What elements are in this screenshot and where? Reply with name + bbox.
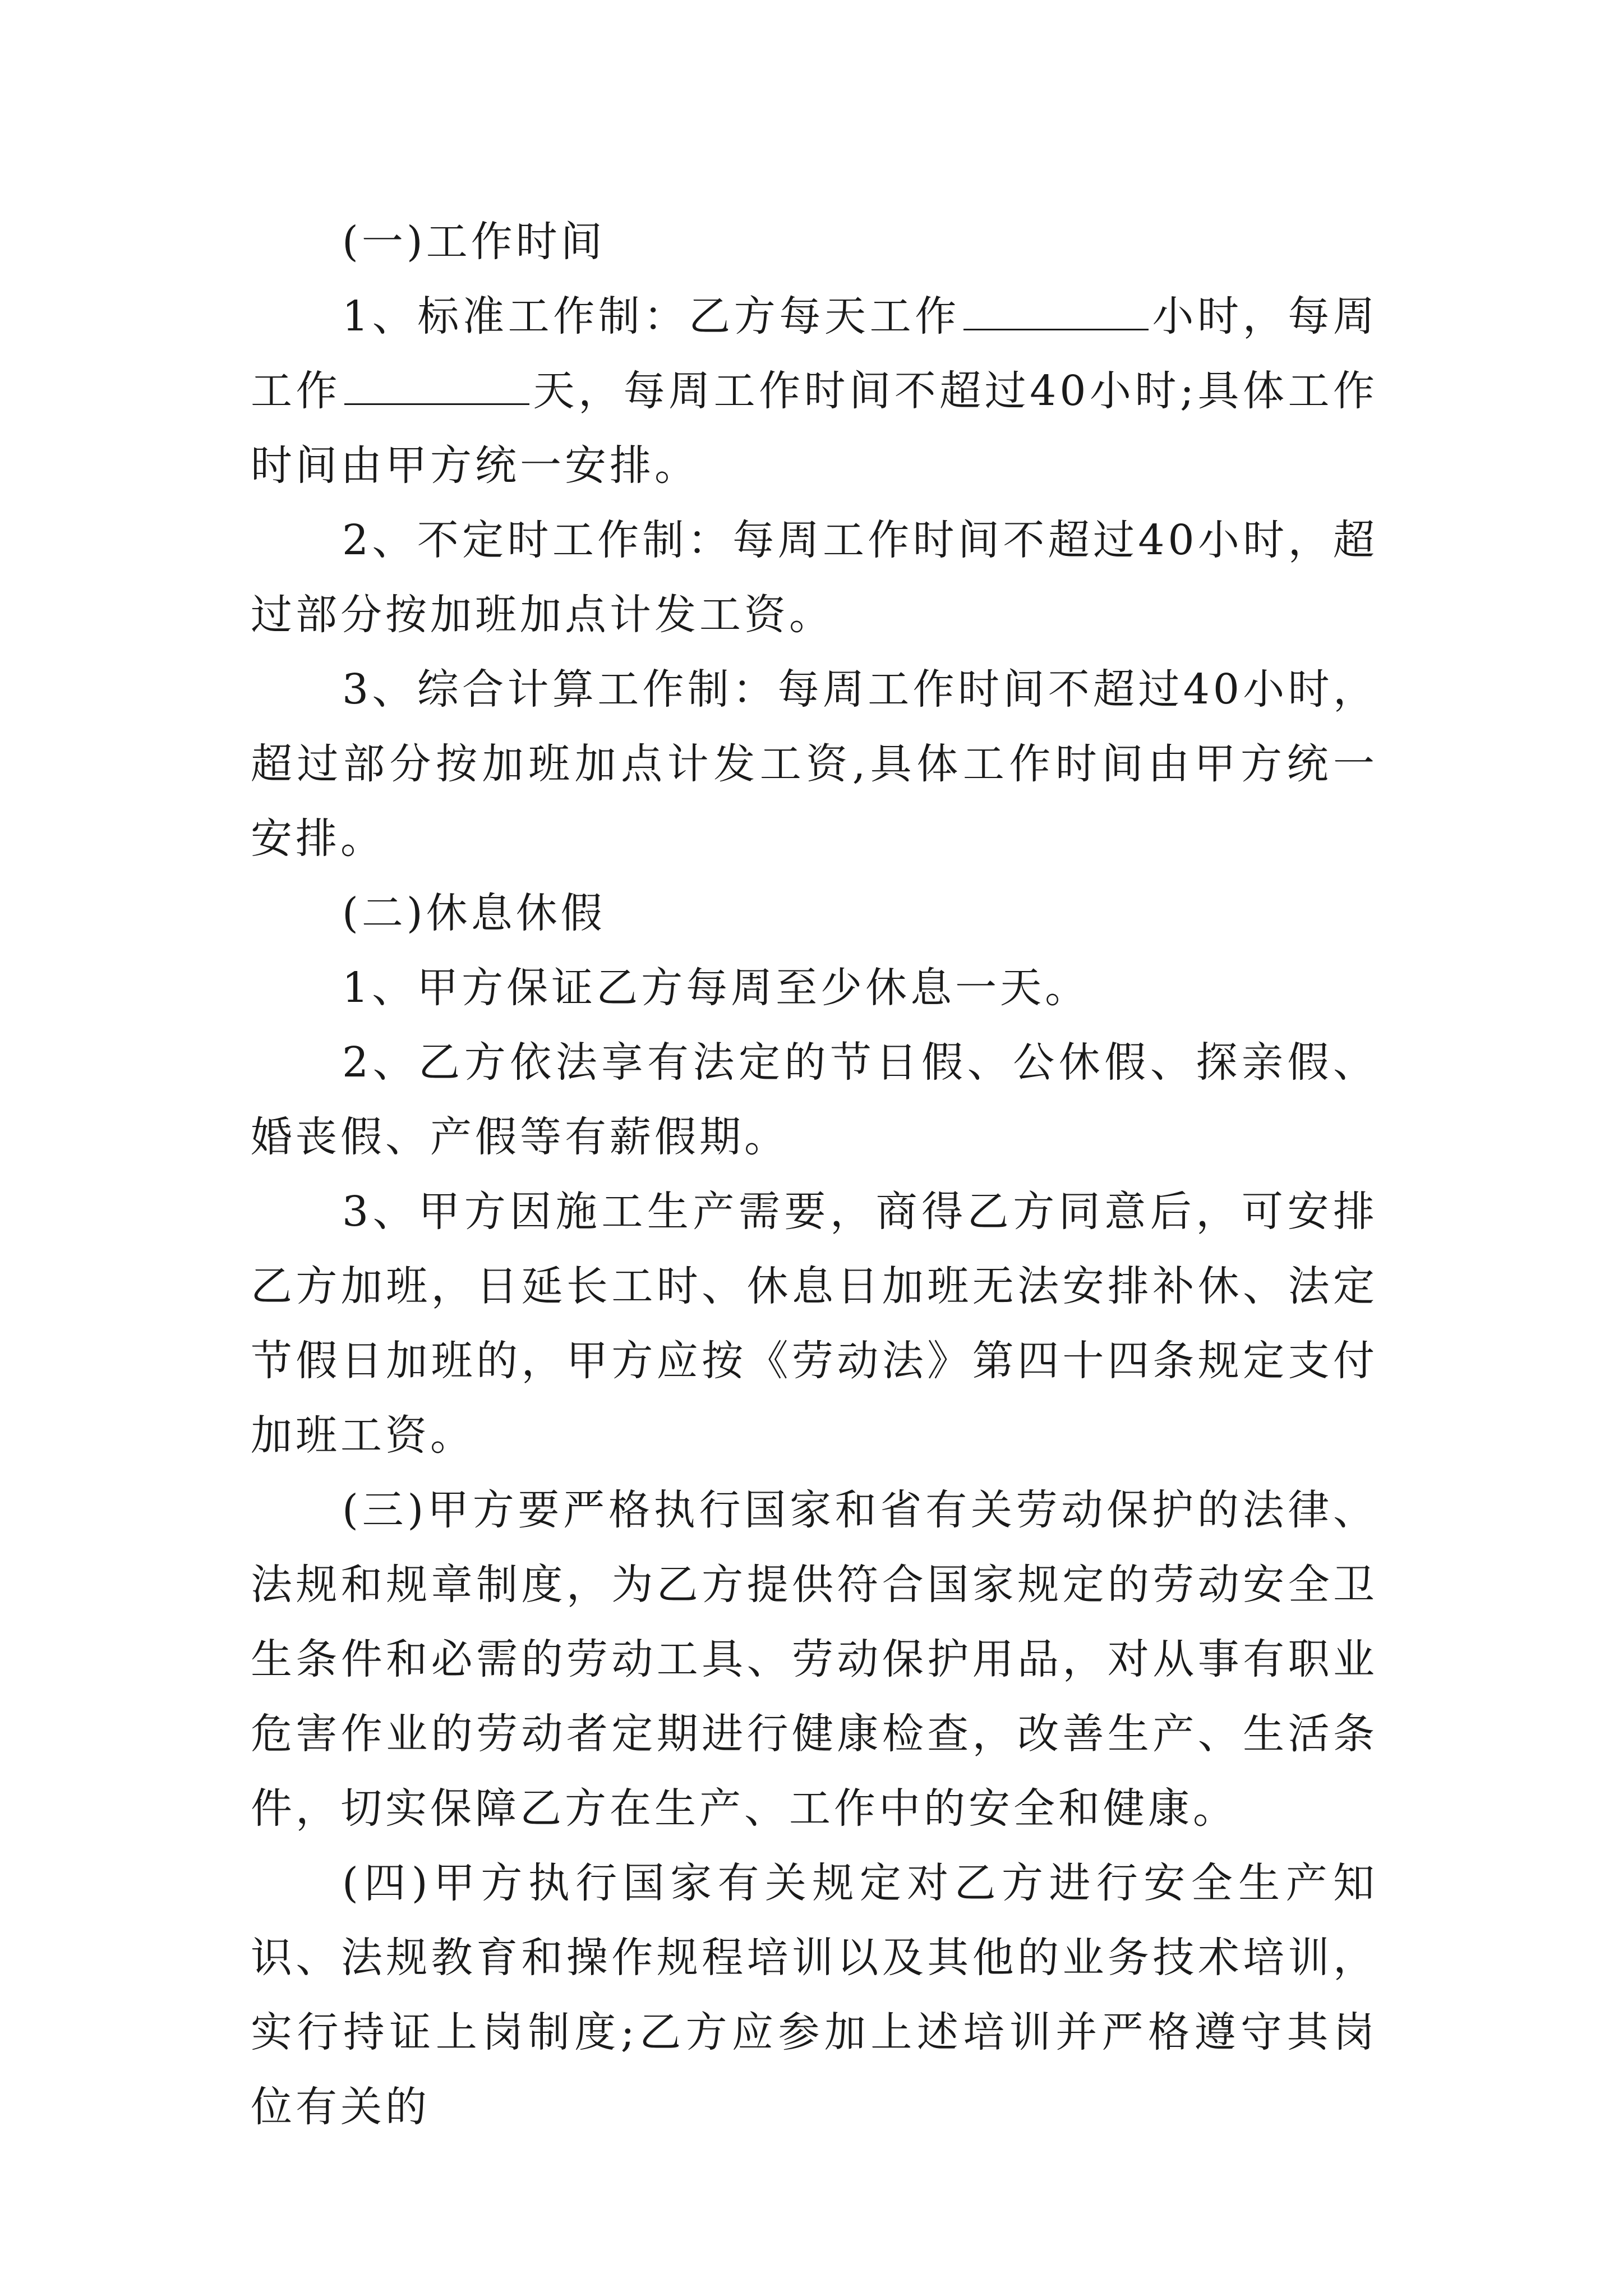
fill-in-blank-hours[interactable] [963,295,1149,330]
paragraph-overtime: 3、甲方因施工生产需要，商得乙方同意后，可安排乙方加班，日延长工时、休息日加班无法安排补休、法定节假日加班的，甲方应按《劳动法》第四十四条规定支付加班工资。 [251,1188,1378,1460]
fill-in-blank-days[interactable] [344,370,529,405]
paragraph-text-part: 天，每周工作时间不超过40小时;具体工作时间由甲方统一安排。 [251,367,1378,490]
paragraph-labor-protection: (三)甲方要严格执行国家和省有关劳动保护的法律、法规和规章制度，为乙方提供符合国家规定的劳动安全卫生条件和必需的劳动工具、劳动保护用品，对从事有职业危害作业的劳动者定期进行健康检查，改善生产、生活条件，切实保障乙方在生产、工作中的安全和健康。 [251,1486,1378,1833]
paragraph-standard-work-system [251,279,1378,503]
paragraph-text-part: 小时，每周工作 [251,292,1378,415]
paragraph-weekly-rest: 1、甲方保证乙方每周至少休息一天。 [342,964,1090,1012]
paragraph-safety-training: (四)甲方执行国家有关规定对乙方进行安全生产知识、法规教育和操作规程培训以及其他的业务技术培训，实行持证上岗制度;乙方应参加上述培训并严格遵守其岗位有关的 [251,1859,1378,2131]
section-heading-work-time: (一)工作时间 [342,218,606,266]
section-heading-rest-leave: (二)休息休假 [342,889,606,937]
paragraph-paid-holidays: 2、乙方依法享有法定的节日假、公休假、探亲假、婚丧假、产假等有薪假期。 [251,1038,1378,1161]
paragraph-text-part: 1、标准工作制：乙方每天工作 [342,292,960,341]
paragraph-comprehensive-work-system: 3、综合计算工作制：每周工作时间不超过40小时，超过部分按加班加点计发工资,具体工作时间由甲方统一安排。 [251,665,1378,863]
document-body [251,205,1378,2145]
paragraph-flexible-work-system: 2、不定时工作制：每周工作时间不超过40小时，超过部分按加班加点计发工资。 [251,516,1378,639]
